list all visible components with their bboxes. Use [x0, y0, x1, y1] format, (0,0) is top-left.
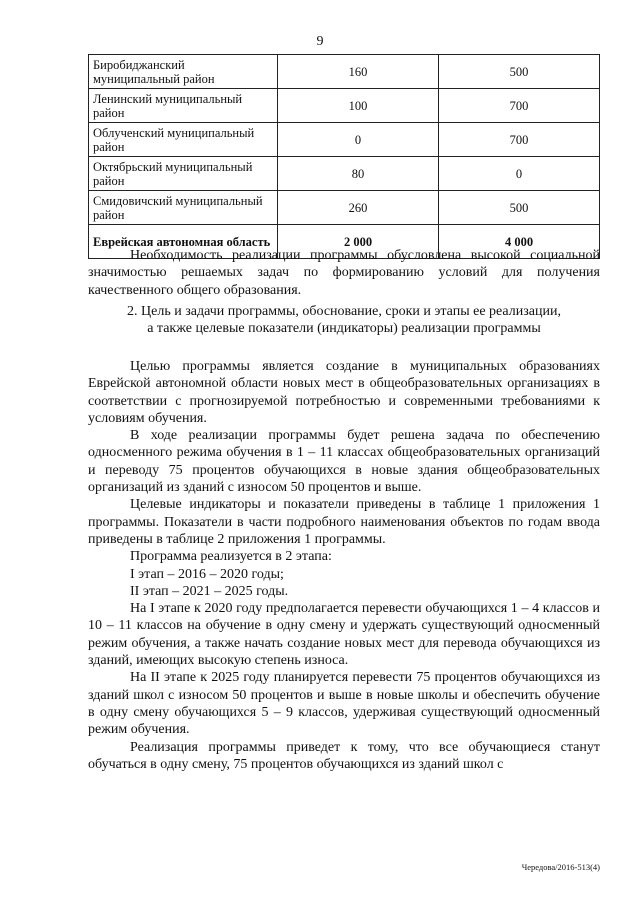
- table-row: [89, 89, 600, 123]
- heading-line: 2. Цель и задачи программы, обоснование, сроки и этапы ее реализации,: [127, 304, 561, 319]
- district-name: Облученский муниципальный район: [89, 123, 278, 157]
- total-name: Еврейская автономная область: [89, 225, 278, 259]
- value-cell: 500: [439, 191, 600, 225]
- value-cell: 0: [439, 157, 600, 191]
- body-text: [88, 358, 600, 773]
- document-footer: Чередова/2016-513(4): [521, 862, 600, 872]
- district-name: Смидовичский муниципальный район: [89, 191, 278, 225]
- table-row: [89, 123, 600, 157]
- paragraph-text: Реализация программы приведет к тому, что все обучающиеся станут обучаться в одну смену, 75 процентов обучающихся из зданий школ с: [88, 739, 600, 772]
- section-heading: [88, 303, 600, 338]
- value-cell: 100: [278, 89, 439, 123]
- paragraph-necessity: [88, 247, 600, 299]
- total-value-cell: 4 000: [439, 225, 600, 259]
- districts-table: [88, 54, 600, 259]
- total-value-cell: 2 000: [278, 225, 439, 259]
- paragraph-text: Целевые индикаторы и показатели приведены в таблице 1 приложения 1 программы. Показатели в части подробного наименования объектов по годам ввода приведены в таблице 2 приложения 1 программы.: [88, 497, 600, 547]
- page-number: 9: [316, 34, 324, 49]
- table-row: [89, 191, 600, 225]
- paragraph-text: В ходе реализации программы будет решена задача по обеспечению односменного режима обучения в 1 – 11 классах общеобразовательных организаций и переводу 75 процентов обучающихся в новые здания общеобразовательных организаций из зданий с износом 50 процентов и выше.: [88, 428, 600, 496]
- district-name: Октябрьский муниципальный район: [89, 157, 278, 191]
- value-cell: 260: [278, 191, 439, 225]
- district-name: Биробиджанский муниципальный район: [89, 55, 278, 89]
- value-cell: 0: [278, 123, 439, 157]
- value-cell: 160: [278, 55, 439, 89]
- value-cell: 700: [439, 89, 600, 123]
- paragraph-text: На I этапе к 2020 году предполагается перевести обучающихся 1 – 4 классов и 10 – 11 классов на обучение в одну смену и удержать существующий односменный режим обучения, а также начать создание новых мест для перевода обучающихся из зданий, имеющих высокую степень износа.: [88, 601, 600, 669]
- table-row: [89, 55, 600, 89]
- district-name: Ленинский муниципальный район: [89, 89, 278, 123]
- paragraph-text: II этап – 2021 – 2025 годы.: [130, 583, 289, 599]
- paragraph-text: Необходимость реализации программы обусловлена высокой социальной значимостью решаемых задач по формированию условий для получения качественного общего образования.: [88, 248, 600, 298]
- table-row: [89, 157, 600, 191]
- table-body: [89, 55, 600, 259]
- value-cell: 500: [439, 55, 600, 89]
- paragraph-text: На II этапе к 2025 году планируется перевести 75 процентов обучающихся из зданий школ с износом 50 процентов и выше в новые школы и обеспечить обучение в одну смену обучающихся 5 – 9 классов, удерживая существующий односменный режим обучения.: [88, 670, 600, 738]
- heading-line: а также целевые показатели (индикаторы) реализации программы: [147, 321, 541, 337]
- paragraph-text: I этап – 2016 – 2020 годы;: [130, 566, 284, 582]
- paragraph-text: Программа реализуется в 2 этапа:: [130, 549, 332, 565]
- value-cell: 700: [439, 123, 600, 157]
- value-cell: 80: [278, 157, 439, 191]
- paragraph-text: Целью программы является создание в муниципальных образованиях Еврейской автономной области новых мест в общеобразовательных организациях в соответствии с прогнозируемой потребностью и современными требованиями к условиям обучения.: [88, 359, 600, 426]
